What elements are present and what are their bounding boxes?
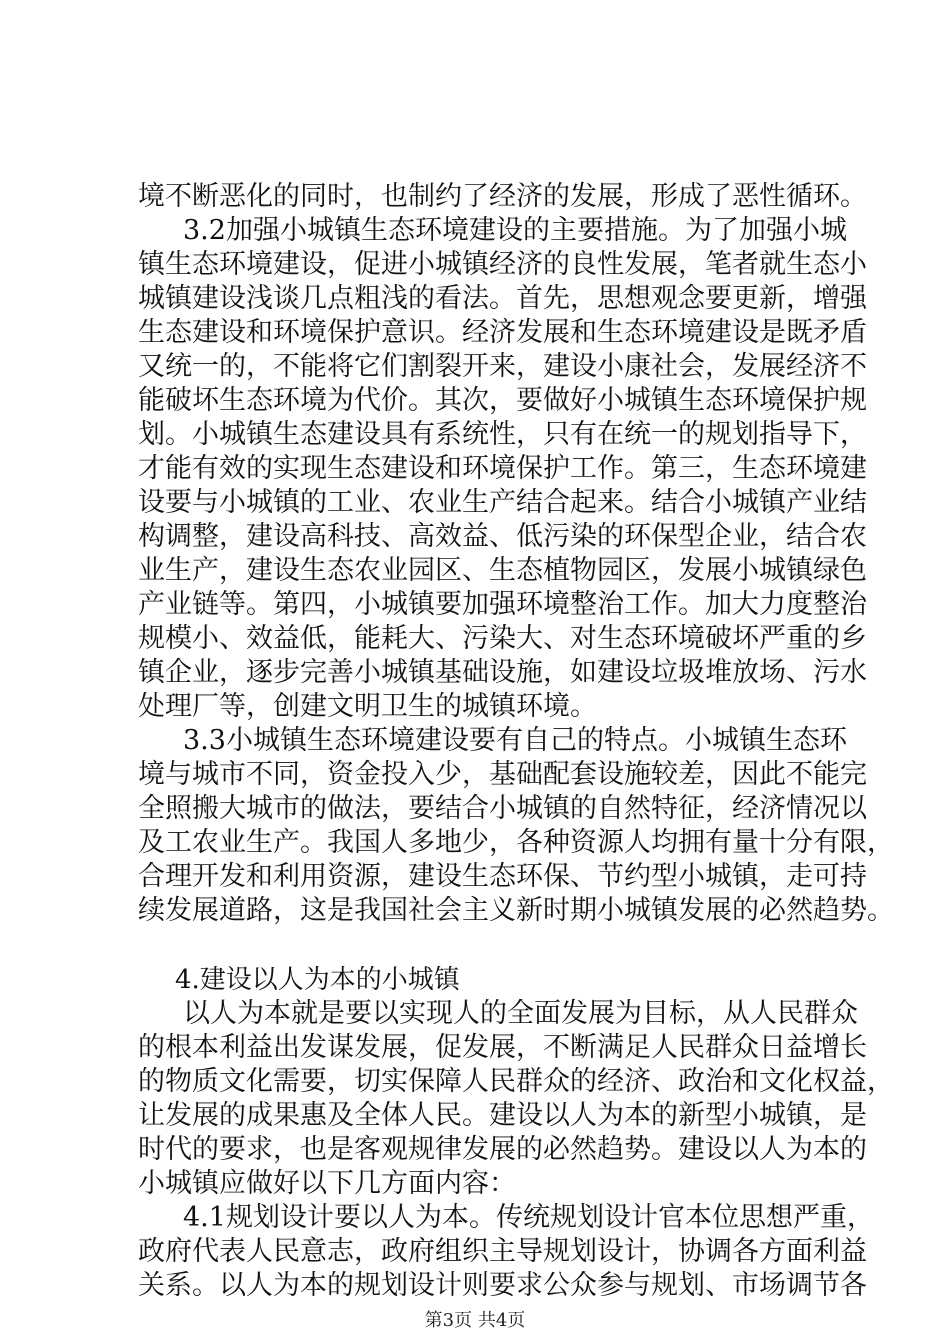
paragraph-line: 镇企业，逐步完善小城镇基础设施，如建设垃圾堆放场、污水	[138, 657, 867, 688]
paragraph-line: 全照搬大城市的做法，要结合小城镇的自然特征，经济情况以	[138, 793, 867, 824]
paragraph-line: 续发展道路，这是我国社会主义新时期小城镇发展的必然趋势。	[138, 895, 894, 926]
paragraph-line: 镇生态环境建设，促进小城镇经济的良性发展，笔者就生态小	[138, 249, 867, 280]
page-footer: 第3页 共4页	[424, 1310, 526, 1331]
paragraph-line: 及工农业生产。我国人多地少，各种资源人均拥有量十分有限，	[138, 827, 894, 858]
paragraph-line: 境不断恶化的同时，也制约了经济的发展，形成了恶性循环。	[138, 181, 867, 212]
paragraph-line: 境与城市不同，资金投入少，基础配套设施较差，因此不能完	[138, 759, 867, 790]
paragraph-line: 处理厂等，创建文明卫生的城镇环境。	[138, 691, 597, 722]
paragraph-line: 业生产，建设生态农业园区、生态植物园区，发展小城镇绿色	[138, 555, 867, 586]
paragraph-line: 关系。以人为本的规划设计则要求公众参与规划、市场调节各	[138, 1270, 867, 1301]
paragraph-line: 能破坏生态环境为代价。其次，要做好小城镇生态环境保护规	[138, 385, 867, 416]
paragraph-line: 让发展的成果惠及全体人民。建设以人为本的新型小城镇，是	[138, 1100, 867, 1131]
paragraph-line: 以人为本就是要以实现人的全面发展为目标，从人民群众	[183, 998, 858, 1029]
section-heading: 4.建设以人为本的小城镇	[175, 965, 460, 995]
paragraph-line: 构调整，建设高科技、高效益、低污染的环保型企业，结合农	[138, 521, 867, 552]
paragraph-line: 才能有效的实现生态建设和环境保护工作。第三，生态环境建	[138, 453, 867, 484]
paragraph-line: 时代的要求，也是客观规律发展的必然趋势。建设以人为本的	[138, 1134, 867, 1165]
paragraph-line: 政府代表人民意志，政府组织主导规划设计，协调各方面利益	[138, 1236, 867, 1267]
paragraph-line: 设要与小城镇的工业、农业生产结合起来。结合小城镇产业结	[138, 487, 867, 518]
paragraph-line: 合理开发和利用资源，建设生态环保、节约型小城镇，走可持	[138, 861, 867, 892]
paragraph-line: 规模小、效益低，能耗大、污染大、对生态环境破坏严重的乡	[138, 623, 867, 654]
paragraph-line: 3.3小城镇生态环境建设要有自己的特点。小城镇生态环	[183, 725, 847, 756]
paragraph-line: 划。小城镇生态建设具有系统性，只有在统一的规划指导下，	[138, 419, 867, 450]
paragraph-line: 的物质文化需要，切实保障人民群众的经济、政治和文化权益，	[138, 1066, 894, 1097]
paragraph-line: 4.1规划设计要以人为本。传统规划设计官本位思想严重，	[183, 1202, 874, 1233]
paragraph-line: 又统一的，不能将它们割裂开来，建设小康社会，发展经济不	[138, 351, 867, 382]
paragraph-line: 生态建设和环境保护意识。经济发展和生态环境建设是既矛盾	[138, 317, 867, 348]
paragraph-line: 的根本利益出发谋发展，促发展，不断满足人民群众日益增长	[138, 1032, 867, 1063]
paragraph-line: 小城镇应做好以下几方面内容：	[138, 1168, 516, 1199]
paragraph-line: 3.2加强小城镇生态环境建设的主要措施。为了加强小城	[183, 215, 847, 246]
paragraph-line: 产业链等。第四，小城镇要加强环境整治工作。加大力度整治	[138, 589, 867, 620]
paragraph-line: 城镇建设浅谈几点粗浅的看法。首先，思想观念要更新，增强	[138, 283, 867, 314]
